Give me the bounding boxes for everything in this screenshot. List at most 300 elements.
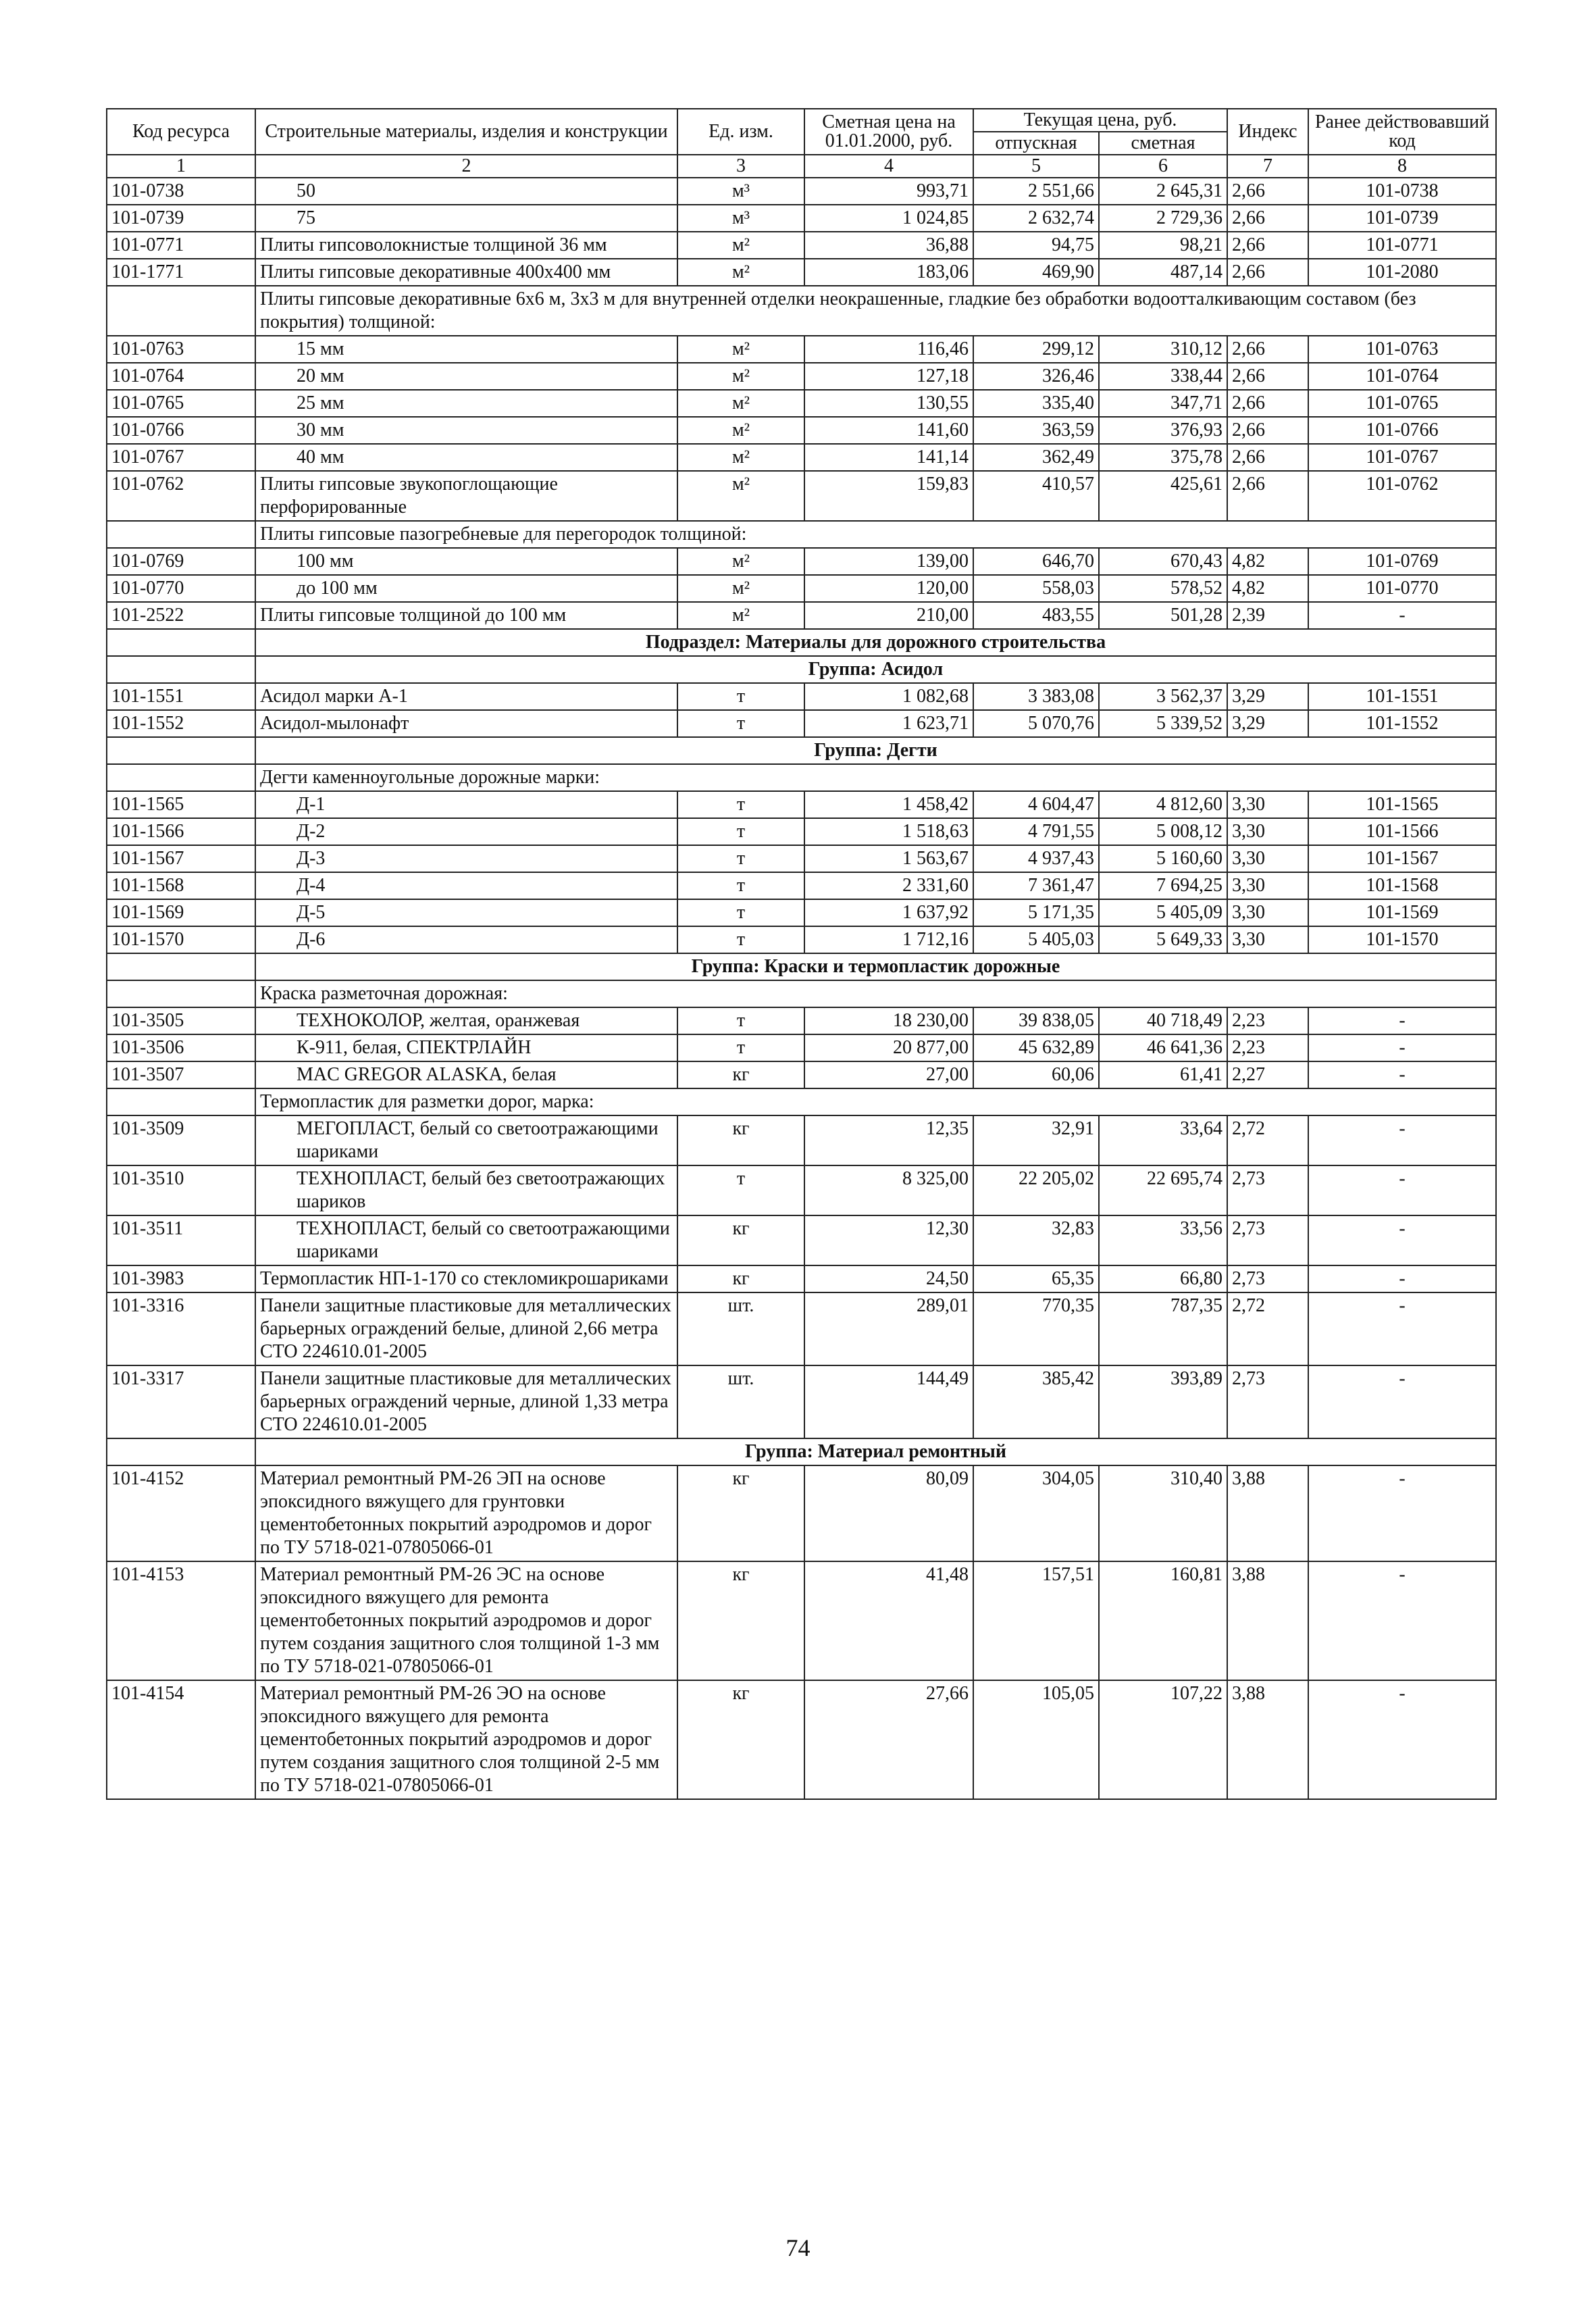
base-price: 2 331,60 (804, 872, 973, 899)
base-price: 18 230,00 (804, 1007, 973, 1034)
estimate-price: 33,56 (1099, 1215, 1227, 1265)
resource-code: 101-0739 (107, 205, 255, 232)
table-row (107, 1061, 1496, 1088)
unit: т (677, 683, 804, 710)
table-row (107, 1215, 1496, 1265)
resource-code: 101-0762 (107, 471, 255, 521)
index-value: 2,23 (1227, 1034, 1308, 1061)
previous-code: - (1308, 1061, 1496, 1088)
table-header (107, 109, 1496, 178)
group-heading-row (107, 953, 1496, 980)
resource-code: 101-0763 (107, 336, 255, 363)
base-price: 116,46 (804, 336, 973, 363)
estimate-price: 376,93 (1099, 417, 1227, 444)
resource-code: 101-1569 (107, 899, 255, 926)
previous-code: - (1308, 1365, 1496, 1438)
material-name: Панели защитные пластиковые для металлических барьерных ограждений черные, длиной 1,33 метра СТО 224610.01-2005 (255, 1365, 677, 1438)
unit: м³ (677, 178, 804, 205)
unit: м² (677, 417, 804, 444)
index-value: 3,88 (1227, 1465, 1308, 1561)
resource-code: 101-3506 (107, 1034, 255, 1061)
column-number: 2 (255, 155, 677, 178)
material-name: Асидол-мылонафт (255, 710, 677, 737)
table-row (107, 336, 1496, 363)
unit: кг (677, 1265, 804, 1292)
resource-code: 101-4152 (107, 1465, 255, 1561)
table-row (107, 178, 1496, 205)
resource-code: 101-1570 (107, 926, 255, 953)
resource-code: 101-0771 (107, 232, 255, 259)
material-name: 20 мм (255, 363, 677, 390)
unit: т (677, 899, 804, 926)
index-value: 2,66 (1227, 336, 1308, 363)
material-name: Д-4 (255, 872, 677, 899)
resource-code: 101-1552 (107, 710, 255, 737)
unit: м² (677, 390, 804, 417)
table-row (107, 417, 1496, 444)
previous-code: 101-0771 (1308, 232, 1496, 259)
table-row (107, 872, 1496, 899)
subsection-heading-row (107, 629, 1496, 656)
release-price: 646,70 (973, 548, 1099, 575)
material-name: Термопластик НП-1-170 со стекломикрошариками (255, 1265, 677, 1292)
index-value: 2,66 (1227, 444, 1308, 471)
release-price: 32,83 (973, 1215, 1099, 1265)
unit: м² (677, 471, 804, 521)
base-price: 12,35 (804, 1115, 973, 1165)
previous-code: - (1308, 1680, 1496, 1799)
header-name: Строительные материалы, изделия и конструкции (255, 109, 677, 155)
column-number: 6 (1099, 155, 1227, 178)
base-price: 80,09 (804, 1465, 973, 1561)
previous-code: 101-2080 (1308, 259, 1496, 286)
unit: м² (677, 602, 804, 629)
index-value: 2,27 (1227, 1061, 1308, 1088)
estimate-price: 501,28 (1099, 602, 1227, 629)
unit: м² (677, 363, 804, 390)
release-price: 362,49 (973, 444, 1099, 471)
release-price: 5 070,76 (973, 710, 1099, 737)
estimate-price: 338,44 (1099, 363, 1227, 390)
estimate-price: 107,22 (1099, 1680, 1227, 1799)
unit: кг (677, 1561, 804, 1680)
release-price: 60,06 (973, 1061, 1099, 1088)
unit: шт. (677, 1292, 804, 1365)
index-value: 4,82 (1227, 548, 1308, 575)
resource-code: 101-3510 (107, 1165, 255, 1215)
empty-cell (107, 980, 255, 1007)
unit: м² (677, 259, 804, 286)
table-row (107, 1165, 1496, 1215)
estimate-price: 40 718,49 (1099, 1007, 1227, 1034)
index-value: 4,82 (1227, 575, 1308, 602)
base-price: 993,71 (804, 178, 973, 205)
previous-code: 101-1569 (1308, 899, 1496, 926)
estimate-price: 487,14 (1099, 259, 1227, 286)
base-price: 210,00 (804, 602, 973, 629)
subgroup-heading-row (107, 980, 1496, 1007)
unit: т (677, 710, 804, 737)
table-row (107, 444, 1496, 471)
table-row (107, 791, 1496, 818)
material-name: Плиты гипсовые звукопоглощающие перфорированные (255, 471, 677, 521)
table-row (107, 575, 1496, 602)
empty-cell (107, 953, 255, 980)
resource-code: 101-3983 (107, 1265, 255, 1292)
table-row (107, 232, 1496, 259)
release-price: 469,90 (973, 259, 1099, 286)
column-number: 4 (804, 155, 973, 178)
previous-code: 101-1570 (1308, 926, 1496, 953)
material-name: 30 мм (255, 417, 677, 444)
empty-cell (107, 764, 255, 791)
table-row (107, 1007, 1496, 1034)
table-row (107, 1465, 1496, 1561)
base-price: 141,14 (804, 444, 973, 471)
index-value: 2,66 (1227, 417, 1308, 444)
estimate-price: 578,52 (1099, 575, 1227, 602)
index-value: 2,23 (1227, 1007, 1308, 1034)
group-heading-row (107, 656, 1496, 683)
release-price: 326,46 (973, 363, 1099, 390)
index-value: 3,30 (1227, 845, 1308, 872)
release-price: 105,05 (973, 1680, 1099, 1799)
index-value: 2,66 (1227, 390, 1308, 417)
unit: т (677, 872, 804, 899)
resource-code: 101-0764 (107, 363, 255, 390)
material-name: Плиты гипсовые декоративные 400х400 мм (255, 259, 677, 286)
base-price: 1 623,71 (804, 710, 973, 737)
unit: т (677, 845, 804, 872)
material-name: Панели защитные пластиковые для металлических барьерных ограждений белые, длиной 2,66 метра СТО 224610.01-2005 (255, 1292, 677, 1365)
table-row (107, 1115, 1496, 1165)
resource-code: 101-0769 (107, 548, 255, 575)
empty-cell (107, 1088, 255, 1115)
resource-code: 101-0767 (107, 444, 255, 471)
base-price: 27,00 (804, 1061, 973, 1088)
release-price: 2 632,74 (973, 205, 1099, 232)
material-name: Плиты гипсоволокнистые толщиной 36 мм (255, 232, 677, 259)
material-name: 25 мм (255, 390, 677, 417)
table-row (107, 1365, 1496, 1438)
previous-code: - (1308, 1115, 1496, 1165)
resource-code: 101-4154 (107, 1680, 255, 1799)
resource-code: 101-1568 (107, 872, 255, 899)
base-price: 36,88 (804, 232, 973, 259)
base-price: 1 082,68 (804, 683, 973, 710)
page-number: 74 (786, 2234, 810, 2261)
previous-code: 101-0767 (1308, 444, 1496, 471)
base-price: 141,60 (804, 417, 973, 444)
base-price: 1 458,42 (804, 791, 973, 818)
material-name: Материал ремонтный РМ-26 ЭП на основе эпоксидного вяжущего для грунтовки цементобетонных покрытий аэродромов и дорог по ТУ 5718-021-07805066-01 (255, 1465, 677, 1561)
index-value: 3,30 (1227, 791, 1308, 818)
price-table (106, 108, 1497, 1800)
group-heading: Группа: Асидол (255, 656, 1496, 683)
unit: кг (677, 1061, 804, 1088)
empty-cell (107, 286, 255, 336)
estimate-price: 22 695,74 (1099, 1165, 1227, 1215)
previous-code: - (1308, 1007, 1496, 1034)
release-price: 4 937,43 (973, 845, 1099, 872)
column-number: 8 (1308, 155, 1496, 178)
material-name: ТЕХНОПЛАСТ, белый без светоотражающих шариков (255, 1165, 677, 1215)
estimate-price: 5 339,52 (1099, 710, 1227, 737)
base-price: 20 877,00 (804, 1034, 973, 1061)
base-price: 1 637,92 (804, 899, 973, 926)
release-price: 3 383,08 (973, 683, 1099, 710)
release-price: 410,57 (973, 471, 1099, 521)
base-price: 130,55 (804, 390, 973, 417)
release-price: 22 205,02 (973, 1165, 1099, 1215)
previous-code: 101-0770 (1308, 575, 1496, 602)
previous-code: - (1308, 1292, 1496, 1365)
group-heading-row (107, 1438, 1496, 1465)
estimate-price: 310,12 (1099, 336, 1227, 363)
subsection-heading: Подраздел: Материалы для дорожного строительства (255, 629, 1496, 656)
index-value: 2,66 (1227, 259, 1308, 286)
unit: шт. (677, 1365, 804, 1438)
unit: т (677, 1165, 804, 1215)
base-price: 139,00 (804, 548, 973, 575)
previous-code: 101-1551 (1308, 683, 1496, 710)
unit: м² (677, 575, 804, 602)
index-value: 3,30 (1227, 818, 1308, 845)
table-row (107, 471, 1496, 521)
material-name: 50 (255, 178, 677, 205)
base-price: 8 325,00 (804, 1165, 973, 1215)
material-name: 75 (255, 205, 677, 232)
base-price: 1 563,67 (804, 845, 973, 872)
index-value: 2,66 (1227, 471, 1308, 521)
previous-code: - (1308, 1561, 1496, 1680)
table-row (107, 899, 1496, 926)
release-price: 32,91 (973, 1115, 1099, 1165)
table-row (107, 818, 1496, 845)
index-value: 2,66 (1227, 363, 1308, 390)
resource-code: 101-1566 (107, 818, 255, 845)
previous-code: - (1308, 1034, 1496, 1061)
material-name: Д-1 (255, 791, 677, 818)
estimate-price: 310,40 (1099, 1465, 1227, 1561)
table-row (107, 926, 1496, 953)
material-name: до 100 мм (255, 575, 677, 602)
previous-code: 101-0763 (1308, 336, 1496, 363)
resource-code: 101-0765 (107, 390, 255, 417)
unit: кг (677, 1115, 804, 1165)
column-number: 1 (107, 155, 255, 178)
unit: м² (677, 548, 804, 575)
material-name: 100 мм (255, 548, 677, 575)
previous-code: 101-1567 (1308, 845, 1496, 872)
estimate-price: 5 649,33 (1099, 926, 1227, 953)
release-price: 4 791,55 (973, 818, 1099, 845)
release-price: 45 632,89 (973, 1034, 1099, 1061)
index-value: 3,30 (1227, 899, 1308, 926)
table-row (107, 390, 1496, 417)
release-price: 94,75 (973, 232, 1099, 259)
material-name: ТЕХНОКОЛОР, желтая, оранжевая (255, 1007, 677, 1034)
unit: т (677, 791, 804, 818)
release-price: 39 838,05 (973, 1007, 1099, 1034)
estimate-price: 3 562,37 (1099, 683, 1227, 710)
unit: м² (677, 232, 804, 259)
table-row (107, 710, 1496, 737)
previous-code: 101-1565 (1308, 791, 1496, 818)
index-value: 3,29 (1227, 683, 1308, 710)
column-number: 5 (973, 155, 1099, 178)
unit: кг (677, 1680, 804, 1799)
index-value: 3,29 (1227, 710, 1308, 737)
table-row (107, 1265, 1496, 1292)
previous-code: - (1308, 602, 1496, 629)
unit: кг (677, 1465, 804, 1561)
subgroup-heading-row (107, 286, 1496, 336)
group-heading: Группа: Дегти (255, 737, 1496, 764)
release-price: 5 405,03 (973, 926, 1099, 953)
resource-code: 101-4153 (107, 1561, 255, 1680)
group-heading: Группа: Краски и термопластик дорожные (255, 953, 1496, 980)
index-value: 2,66 (1227, 232, 1308, 259)
index-value: 2,73 (1227, 1165, 1308, 1215)
column-number: 7 (1227, 155, 1308, 178)
base-price: 120,00 (804, 575, 973, 602)
material-name: Асидол марки А-1 (255, 683, 677, 710)
previous-code: 101-1568 (1308, 872, 1496, 899)
header-index: Индекс (1227, 109, 1308, 155)
base-price: 183,06 (804, 259, 973, 286)
estimate-price: 61,41 (1099, 1061, 1227, 1088)
material-name: Д-6 (255, 926, 677, 953)
table-row (107, 1034, 1496, 1061)
resource-code: 101-0770 (107, 575, 255, 602)
base-price: 144,49 (804, 1365, 973, 1438)
resource-code: 101-3316 (107, 1292, 255, 1365)
unit: кг (677, 1215, 804, 1265)
estimate-price: 5 405,09 (1099, 899, 1227, 926)
base-price: 1 024,85 (804, 205, 973, 232)
subgroup-heading: Плиты гипсовые декоративные 6х6 м, 3х3 м для внутренней отделки неокрашенные, гладкие без обработки водоотталкивающим составом (без покрытия) толщиной: (255, 286, 1496, 336)
resource-code: 101-3509 (107, 1115, 255, 1165)
resource-code: 101-0738 (107, 178, 255, 205)
table-row (107, 205, 1496, 232)
base-price: 1 712,16 (804, 926, 973, 953)
estimate-price: 2 645,31 (1099, 178, 1227, 205)
table-row (107, 548, 1496, 575)
base-price: 289,01 (804, 1292, 973, 1365)
group-heading-row (107, 737, 1496, 764)
resource-code: 101-3507 (107, 1061, 255, 1088)
estimate-price: 347,71 (1099, 390, 1227, 417)
empty-cell (107, 737, 255, 764)
subgroup-heading: Краска разметочная дорожная: (255, 980, 1496, 1007)
base-price: 24,50 (804, 1265, 973, 1292)
resource-code: 101-1551 (107, 683, 255, 710)
previous-code: - (1308, 1465, 1496, 1561)
index-value: 2,72 (1227, 1115, 1308, 1165)
unit: т (677, 1007, 804, 1034)
header-unit: Ед. изм. (677, 109, 804, 155)
index-value: 2,39 (1227, 602, 1308, 629)
unit: т (677, 926, 804, 953)
index-value: 2,73 (1227, 1215, 1308, 1265)
previous-code: 101-1566 (1308, 818, 1496, 845)
resource-code: 101-1771 (107, 259, 255, 286)
estimate-price: 33,64 (1099, 1115, 1227, 1165)
release-price: 7 361,47 (973, 872, 1099, 899)
material-name: Материал ремонтный РМ-26 ЭО на основе эпоксидного вяжущего для ремонта цементобетонных покрытий аэродромов и дорог путем создания защитного слоя толщиной 2-5 мм по ТУ 5718-021-07805066-01 (255, 1680, 677, 1799)
subgroup-heading: Дегти каменноугольные дорожные марки: (255, 764, 1496, 791)
release-price: 4 604,47 (973, 791, 1099, 818)
table-row (107, 1561, 1496, 1680)
subgroup-heading-row (107, 521, 1496, 548)
index-value: 2,66 (1227, 178, 1308, 205)
release-price: 385,42 (973, 1365, 1099, 1438)
table-row (107, 1292, 1496, 1365)
subgroup-heading: Плиты гипсовые пазогребневые для перегородок толщиной: (255, 521, 1496, 548)
previous-code: 101-0739 (1308, 205, 1496, 232)
index-value: 3,30 (1227, 926, 1308, 953)
previous-code: 101-0762 (1308, 471, 1496, 521)
subgroup-heading-row (107, 1088, 1496, 1115)
header-release-price: отпускная (973, 132, 1099, 155)
material-name: К-911, белая, СПЕКТРЛАЙН (255, 1034, 677, 1061)
empty-cell (107, 1438, 255, 1465)
estimate-price: 98,21 (1099, 232, 1227, 259)
table-row (107, 845, 1496, 872)
header-estimate-price: сметная (1099, 132, 1227, 155)
empty-cell (107, 629, 255, 656)
release-price: 483,55 (973, 602, 1099, 629)
material-name: Д-2 (255, 818, 677, 845)
index-value: 2,73 (1227, 1265, 1308, 1292)
previous-code: 101-0766 (1308, 417, 1496, 444)
material-name: Д-5 (255, 899, 677, 926)
previous-code: - (1308, 1165, 1496, 1215)
base-price: 127,18 (804, 363, 973, 390)
header-current-price: Текущая цена, руб. (973, 109, 1227, 132)
header-base-price: Сметная цена на 01.01.2000, руб. (804, 109, 973, 155)
estimate-price: 5 160,60 (1099, 845, 1227, 872)
unit: м³ (677, 205, 804, 232)
previous-code: 101-0738 (1308, 178, 1496, 205)
column-number: 3 (677, 155, 804, 178)
empty-cell (107, 656, 255, 683)
resource-code: 101-1567 (107, 845, 255, 872)
table-row (107, 363, 1496, 390)
table-row (107, 602, 1496, 629)
previous-code: 101-0769 (1308, 548, 1496, 575)
previous-code: - (1308, 1265, 1496, 1292)
empty-cell (107, 521, 255, 548)
header-prev-code: Ранее действовавший код (1308, 109, 1496, 155)
material-name: 40 мм (255, 444, 677, 471)
estimate-price: 46 641,36 (1099, 1034, 1227, 1061)
material-name: МЕГОПЛАСТ, белый со светоотражающими шариками (255, 1115, 677, 1165)
estimate-price: 5 008,12 (1099, 818, 1227, 845)
table-row (107, 1680, 1496, 1799)
index-value: 2,66 (1227, 205, 1308, 232)
resource-code: 101-0766 (107, 417, 255, 444)
estimate-price: 670,43 (1099, 548, 1227, 575)
release-price: 558,03 (973, 575, 1099, 602)
unit: м² (677, 336, 804, 363)
unit: т (677, 818, 804, 845)
estimate-price: 7 694,25 (1099, 872, 1227, 899)
index-value: 3,30 (1227, 872, 1308, 899)
column-numbers-row (107, 155, 1496, 178)
index-value: 3,88 (1227, 1561, 1308, 1680)
